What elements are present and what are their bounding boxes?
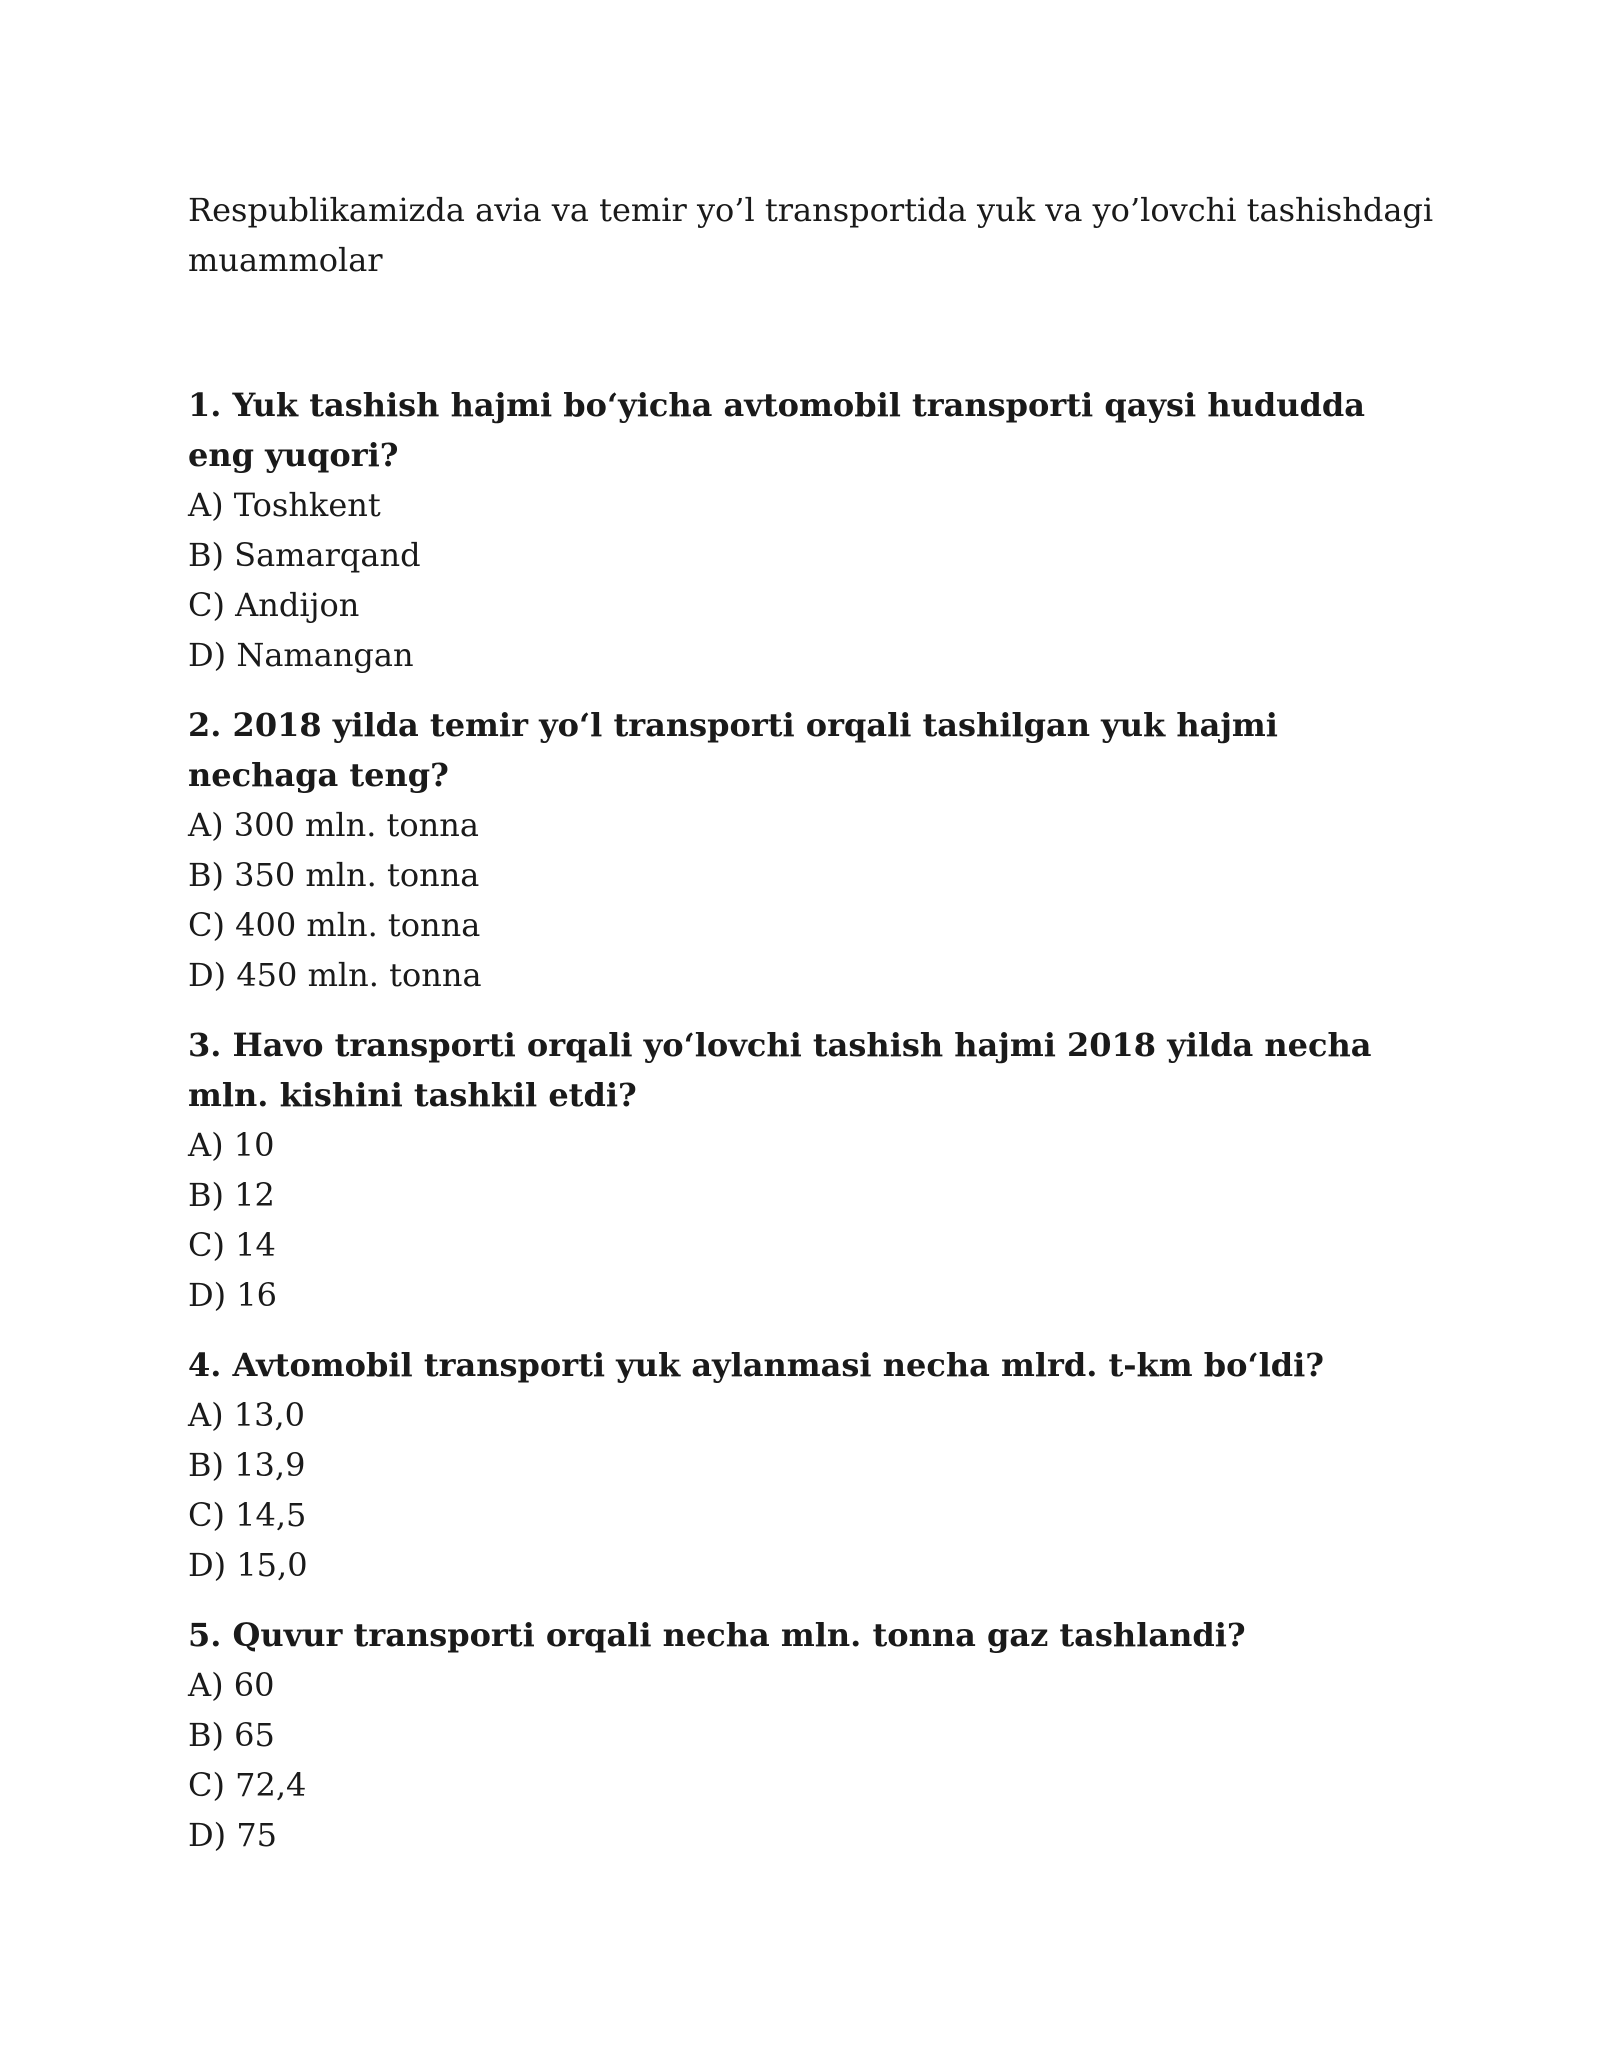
question-text: 4. Avtomobil transporti yuk aylanmasi necha mlrd. t-km bo‘ldi? <box>188 1346 1325 1384</box>
option-a: A) 300 mln. tonna <box>188 806 479 844</box>
option-b: B) 65 <box>188 1716 275 1754</box>
document-page <box>188 185 1438 1880</box>
option-c: C) 72,4 <box>188 1766 307 1804</box>
option-b: B) 13,9 <box>188 1446 306 1484</box>
option-b: B) 12 <box>188 1176 275 1214</box>
question-2 <box>188 700 1438 1000</box>
question-text: 5. Quvur transporti orqali necha mln. tonna gaz tashlandi? <box>188 1616 1246 1654</box>
option-d: D) 16 <box>188 1276 278 1314</box>
option-c: C) 14,5 <box>188 1496 307 1534</box>
question-4 <box>188 1340 1438 1590</box>
question-5 <box>188 1610 1438 1860</box>
option-c: C) 400 mln. tonna <box>188 906 481 944</box>
document-title: Respublikamizda avia va temir yo’l transportida yuk va yo’lovchi tashishdagi muammolar <box>188 191 1434 279</box>
option-a: A) 10 <box>188 1126 275 1164</box>
option-d: D) 450 mln. tonna <box>188 956 482 994</box>
option-d: D) Namangan <box>188 636 414 674</box>
option-a: A) 60 <box>188 1666 275 1704</box>
option-a: A) Toshkent <box>188 486 381 524</box>
option-c: C) Andijon <box>188 586 360 624</box>
question-1 <box>188 380 1438 680</box>
option-d: D) 75 <box>188 1816 278 1854</box>
option-a: A) 13,0 <box>188 1396 306 1434</box>
option-c: C) 14 <box>188 1226 276 1264</box>
option-b: B) 350 mln. tonna <box>188 856 480 894</box>
question-text: 2. 2018 yilda temir yo‘l transporti orqali tashilgan yuk hajmi nechaga teng? <box>188 706 1278 794</box>
question-text: 1. Yuk tashish hajmi bo‘yicha avtomobil transporti qaysi hududda eng yuqori? <box>188 386 1365 474</box>
option-d: D) 15,0 <box>188 1546 308 1584</box>
option-b: B) Samarqand <box>188 536 421 574</box>
question-3 <box>188 1020 1438 1320</box>
question-text: 3. Havo transporti orqali yo‘lovchi tashish hajmi 2018 yilda necha mln. kishini tashkil etdi? <box>188 1026 1372 1114</box>
